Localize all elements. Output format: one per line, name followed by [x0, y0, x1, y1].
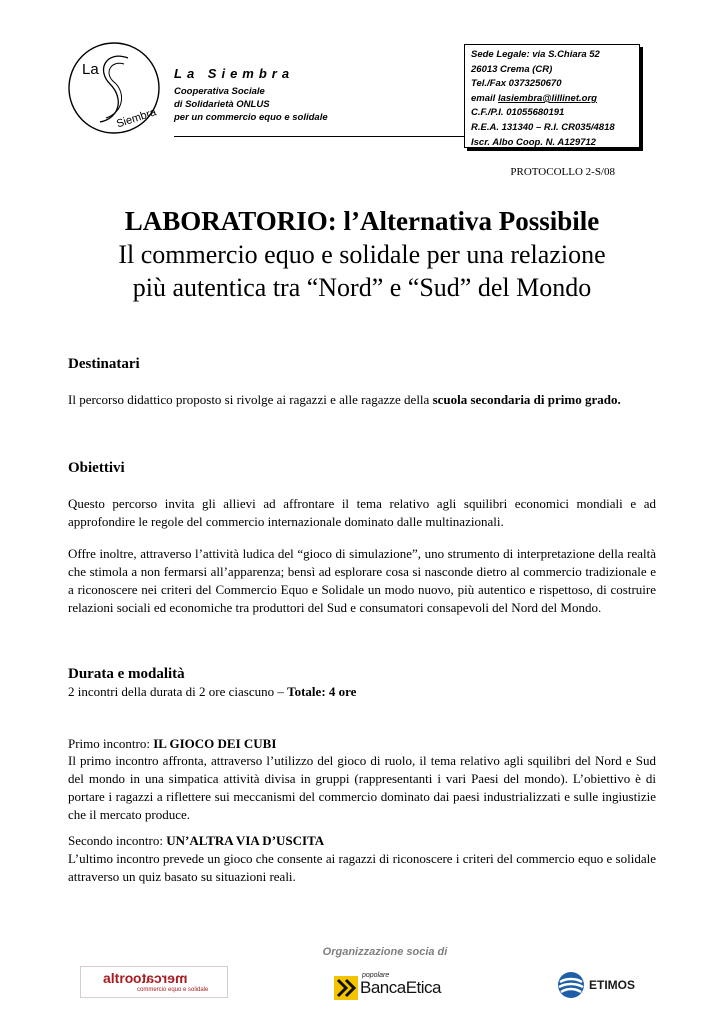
info-vat: C.F./P.I. 01055680191: [471, 107, 565, 119]
durata-heading: Durata e modalità: [68, 666, 185, 682]
siembra-logo-icon: [66, 40, 162, 136]
header-divider: [174, 136, 464, 137]
etimos-globe-icon: [556, 970, 586, 1000]
org-line-3: per un commercio equo e solidale: [174, 112, 328, 123]
destinatari-heading: Destinatari: [68, 356, 140, 372]
incontro-2-title: UN’ALTRA VIA D’USCITA: [166, 833, 325, 848]
protocol-number: PROTOCOLLO 2-S/08: [510, 166, 615, 178]
info-albo: Iscr. Albo Coop. N. A129712: [471, 136, 596, 148]
logo-text-top: La: [82, 61, 99, 78]
altromercato-word-1: altro: [103, 970, 134, 986]
etimos-logo: [556, 968, 642, 1002]
footer-label: Organizzazione socia di: [322, 946, 448, 958]
info-email-line: [471, 92, 633, 107]
banca-etica-logo: [332, 972, 462, 1006]
info-email-link[interactable]: lasiembra@lillinet.org: [497, 92, 597, 104]
info-address: Sede Legale: via S.Chiara 52: [471, 49, 600, 60]
obiettivi-paragraph-1: Questo percorso invita gli allievi ad affrontare il tema relativo agli squilibri economici mondiali e ad approfondire le regole del commercio internazionale dominato dalle multinazionali.: [68, 496, 656, 529]
info-rea: R.E.A. 131340 – R.I. CR035/4818: [471, 121, 615, 133]
incontro-1-title-line: [68, 735, 656, 753]
incontro-1-title: IL GIOCO DEI CUBI: [153, 736, 277, 751]
org-name: La Siembra: [174, 66, 295, 81]
org-line-2: di Solidarietà ONLUS: [174, 99, 270, 110]
page-title: LABORATORIO: l’Alternativa Possibile: [124, 206, 600, 236]
destinatari-text-bold: scuola secondaria di primo grado.: [432, 392, 621, 407]
altromercato-tagline: commercio equo e solidale: [137, 987, 209, 993]
incontro-1-text: Il primo incontro affronta, attraverso l’utilizzo del gioco di ruolo, il tema relativo agli squilibri del Nord e Sud del mondo in una simpatica attività divisa in gruppi (rappresentanti i vari Paesi del mondo). L’obiettivo è di portare i ragazzi a riflettere sui meccanismi del commercio dominato dai paesi industrializzati e sulle ingiustizie che il mercato produce.: [68, 753, 656, 822]
incontro-2-label: Secondo incontro:: [68, 833, 167, 848]
altromercato-logo: [80, 966, 228, 998]
destinatari-text: [68, 391, 656, 409]
durata-total: Totale: 4 ore: [287, 684, 357, 699]
info-city: 26013 Crema (CR): [471, 63, 553, 75]
altromercato-wordmark: [103, 970, 188, 986]
destinatari-text-main: Il percorso didattico proposto si rivolge ai ragazzi e alle ragazze della: [68, 392, 433, 407]
incontro-1-label: Primo incontro:: [68, 736, 154, 751]
banca-etica-wordmark: BancaEtica: [360, 978, 441, 997]
durata-text-main: 2 incontri della durata di 2 ore ciascuno –: [68, 684, 288, 699]
la-siembra-logo: [66, 40, 162, 136]
altromercato-word-2: mercato: [133, 970, 188, 986]
obiettivi-heading: Obiettivi: [68, 460, 125, 476]
contact-info-box: [464, 44, 640, 148]
banca-etica-mark-icon: [334, 976, 358, 1000]
org-block: [174, 66, 374, 124]
page-subtitle-2: più autentica tra “Nord” e “Sud” del Mondo: [132, 273, 592, 302]
title-block: [40, 204, 684, 304]
info-phone: Tel./Fax 0373250670: [471, 78, 562, 90]
etimos-wordmark: ETIMOS: [589, 978, 636, 992]
org-line-1: Cooperativa Sociale: [174, 86, 265, 97]
banca-etica-small-text: popolare: [362, 972, 390, 979]
obiettivi-paragraph-2: Offre inoltre, attraverso l’attività ludica del “gioco di simulazione”, uno strumento di interpretazione della realtà che stimola a non fermarsi all’apparenza; bensì ad esplorare cosa si nasconde dietro al commercio tradizionale e a riconoscere nei criteri del Commercio Equo e Solidale un modo nuovo, più autentico e rispettoso, di costruire relazioni sociali ed economiche tra produttori del Sud e consumatori consapevoli del Nord del Mondo.: [68, 546, 656, 615]
incontro-2-title-line: [68, 832, 656, 850]
logo-text-bottom: Siembra: [115, 106, 158, 131]
durata-text: [68, 683, 656, 701]
page-subtitle-1: Il commercio equo e solidale per una relazione: [118, 240, 606, 269]
info-email-label: email: [471, 92, 498, 104]
incontro-2-text: L’ultimo incontro prevede un gioco che consente ai ragazzi di riconoscere i criteri del commercio equo e solidale attraverso un quiz basato su situazioni reali.: [68, 851, 656, 884]
